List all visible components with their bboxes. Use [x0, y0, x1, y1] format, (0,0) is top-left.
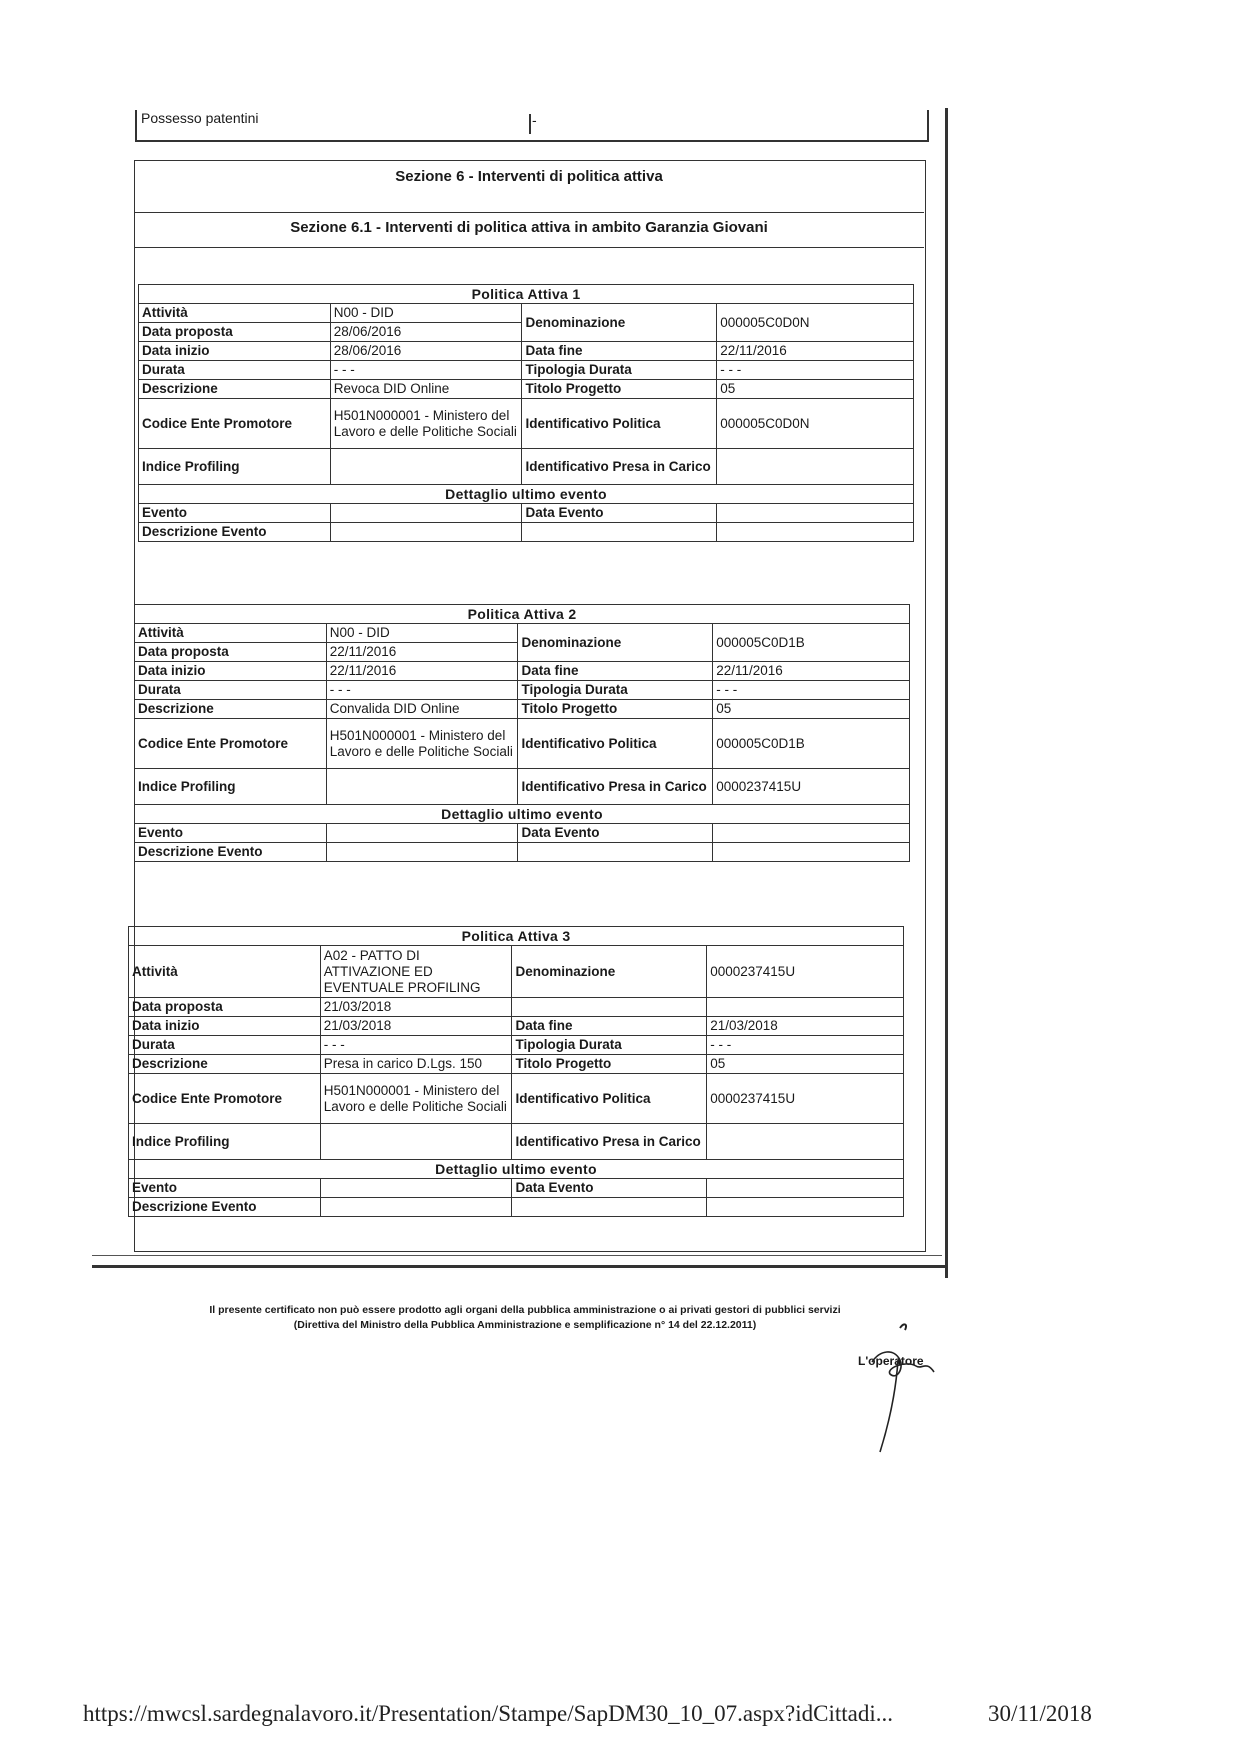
- value-titolo-progetto: 05: [717, 380, 914, 399]
- value-descrizione-evento: [320, 1198, 512, 1217]
- value-descrizione: Revoca DID Online: [330, 380, 522, 399]
- disclaimer-line-2: (Direttiva del Ministro della Pubblica Amministrazione e semplificazione n° 14 del 22.12.2011): [293, 1319, 757, 1331]
- dettaglio-ultimo-evento-title: Dettaglio ultimo evento: [129, 1160, 904, 1179]
- value-data-fine: 22/11/2016: [717, 342, 914, 361]
- value-data-evento: [717, 504, 914, 523]
- value-evento: [320, 1179, 512, 1198]
- dettaglio-ultimo-evento-title: Dettaglio ultimo evento: [139, 485, 914, 504]
- label-descrizione: Descrizione: [139, 380, 331, 399]
- value-data-proposta: 22/11/2016: [326, 643, 518, 662]
- value-identificativo-presa: 0000237415U: [713, 769, 910, 805]
- value-titolo-progetto: 05: [713, 700, 910, 719]
- value-data-proposta: 28/06/2016: [330, 323, 522, 342]
- print-url: https://mwcsl.sardegnalavoro.it/Presentation/Stampe/SapDM30_10_07.aspx?idCittadi...: [83, 1701, 894, 1726]
- value-descrizione: Presa in carico D.Lgs. 150: [320, 1055, 512, 1074]
- value-attivita: N00 - DID: [330, 304, 522, 323]
- label-tipologia-durata: Tipologia Durata: [518, 681, 713, 700]
- label-durata: Durata: [139, 361, 331, 380]
- politica-attiva-table-3: [128, 926, 904, 1217]
- label-indice-profiling: Indice Profiling: [129, 1124, 321, 1160]
- label-identificativo-presa: Identificativo Presa in Carico: [518, 769, 713, 805]
- value-descrizione-evento: [330, 523, 522, 542]
- value-identificativo-presa: [717, 449, 914, 485]
- value-data-evento: [707, 1179, 904, 1198]
- value-data-evento: [713, 824, 910, 843]
- label-data-fine: Data fine: [518, 662, 713, 681]
- politica-title: Politica Attiva 3: [129, 927, 904, 946]
- disclaimer-line-1: Il presente certificato non può essere prodotto agli organi della pubblica amministrazione o ai privati gestori di pubblici servizi: [209, 1304, 841, 1316]
- page-frame-bottom-inner: [92, 1255, 942, 1256]
- value-attivita: A02 - PATTO DI ATTIVAZIONE ED EVENTUALE PROFILING: [320, 946, 512, 998]
- value-data-proposta: 21/03/2018: [320, 998, 512, 1017]
- value-identificativo-politica: 0000237415U: [707, 1074, 904, 1124]
- label-identificativo-politica: Identificativo Politica: [518, 719, 713, 769]
- row-separator: [529, 114, 531, 134]
- label-tipologia-durata: Tipologia Durata: [522, 361, 717, 380]
- label-denominazione: Denominazione: [512, 946, 707, 998]
- label-descrizione: Descrizione: [135, 700, 327, 719]
- possesso-patentini-row: [135, 110, 929, 142]
- value-indice-profiling: [330, 449, 522, 485]
- value-durata: - - -: [326, 681, 518, 700]
- page-frame-right: [945, 108, 948, 1278]
- label-durata: Durata: [135, 681, 327, 700]
- label-data-fine: Data fine: [512, 1017, 707, 1036]
- label-data-proposta: Data proposta: [129, 998, 321, 1017]
- label-codice-ente: Codice Ente Promotore: [135, 719, 327, 769]
- label-codice-ente: Codice Ente Promotore: [139, 399, 331, 449]
- value-codice-ente: H501N000001 - Ministero del Lavoro e delle Politiche Sociali: [320, 1074, 512, 1124]
- label-evento: Evento: [129, 1179, 321, 1198]
- politica-attiva-table-1: [138, 284, 914, 542]
- label-identificativo-presa: Identificativo Presa in Carico: [512, 1124, 707, 1160]
- label-data-inizio: Data inizio: [135, 662, 327, 681]
- value-descrizione-evento: [326, 843, 518, 862]
- label-codice-ente: Codice Ente Promotore: [129, 1074, 321, 1124]
- label-data-evento: Data Evento: [512, 1179, 707, 1198]
- value-denominazione: 000005C0D0N: [717, 304, 914, 342]
- possesso-patentini-value: -: [532, 112, 537, 128]
- value-evento: [330, 504, 522, 523]
- value-indice-profiling: [320, 1124, 512, 1160]
- value-tipologia-durata: - - -: [707, 1036, 904, 1055]
- label-identificativo-politica: Identificativo Politica: [512, 1074, 707, 1124]
- page-frame-bottom: [92, 1265, 948, 1268]
- label-identificativo-politica: Identificativo Politica: [522, 399, 717, 449]
- value-tipologia-durata: - - -: [717, 361, 914, 380]
- section6-1-title: Sezione 6.1 - Interventi di politica attiva in ambito Garanzia Giovani: [290, 219, 768, 236]
- label-descrizione-evento: Descrizione Evento: [139, 523, 331, 542]
- label-data-proposta: Data proposta: [139, 323, 331, 342]
- value-codice-ente: H501N000001 - Ministero del Lavoro e delle Politiche Sociali: [330, 399, 522, 449]
- label-attivita: Attività: [139, 304, 331, 323]
- value-indice-profiling: [326, 769, 518, 805]
- certificate-disclaimer: [95, 1303, 955, 1333]
- label-titolo-progetto: Titolo Progetto: [518, 700, 713, 719]
- label-descrizione-evento: Descrizione Evento: [135, 843, 327, 862]
- value-denominazione: 000005C0D1B: [713, 624, 910, 662]
- label-evento: Evento: [135, 824, 327, 843]
- value-durata: - - -: [330, 361, 522, 380]
- possesso-patentini-label: Possesso patentini: [141, 110, 259, 126]
- label-data-evento: Data Evento: [522, 504, 717, 523]
- value-attivita: N00 - DID: [326, 624, 518, 643]
- label-data-fine: Data fine: [522, 342, 717, 361]
- label-indice-profiling: Indice Profiling: [135, 769, 327, 805]
- section6-title: Sezione 6 - Interventi di politica attiva: [395, 168, 663, 185]
- value-identificativo-politica: 000005C0D0N: [717, 399, 914, 449]
- label-descrizione-evento: Descrizione Evento: [129, 1198, 321, 1217]
- value-data-inizio: 28/06/2016: [330, 342, 522, 361]
- value-data-inizio: 22/11/2016: [326, 662, 518, 681]
- label-evento: Evento: [139, 504, 331, 523]
- label-data-inizio: Data inizio: [129, 1017, 321, 1036]
- value-identificativo-politica: 000005C0D1B: [713, 719, 910, 769]
- value-data-inizio: 21/03/2018: [320, 1017, 512, 1036]
- label-data-inizio: Data inizio: [139, 342, 331, 361]
- label-tipologia-durata: Tipologia Durata: [512, 1036, 707, 1055]
- value-data-fine: 21/03/2018: [707, 1017, 904, 1036]
- politica-attiva-table-2: [134, 604, 910, 862]
- operator-label: L'operatore: [858, 1354, 924, 1368]
- print-date: 30/11/2018: [988, 1701, 1092, 1726]
- value-tipologia-durata: - - -: [713, 681, 910, 700]
- label-indice-profiling: Indice Profiling: [139, 449, 331, 485]
- value-evento: [326, 824, 518, 843]
- value-codice-ente: H501N000001 - Ministero del Lavoro e delle Politiche Sociali: [326, 719, 518, 769]
- label-descrizione: Descrizione: [129, 1055, 321, 1074]
- label-denominazione: Denominazione: [522, 304, 717, 342]
- value-data-fine: 22/11/2016: [713, 662, 910, 681]
- politica-title: Politica Attiva 1: [139, 285, 914, 304]
- value-durata: - - -: [320, 1036, 512, 1055]
- label-data-evento: Data Evento: [518, 824, 713, 843]
- label-data-proposta: Data proposta: [135, 643, 327, 662]
- label-attivita: Attività: [135, 624, 327, 643]
- label-titolo-progetto: Titolo Progetto: [512, 1055, 707, 1074]
- politica-title: Politica Attiva 2: [135, 605, 910, 624]
- label-durata: Durata: [129, 1036, 321, 1055]
- value-denominazione: 0000237415U: [707, 946, 904, 998]
- value-identificativo-presa: [707, 1124, 904, 1160]
- value-descrizione: Convalida DID Online: [326, 700, 518, 719]
- label-attivita: Attività: [129, 946, 321, 998]
- label-identificativo-presa: Identificativo Presa in Carico: [522, 449, 717, 485]
- label-titolo-progetto: Titolo Progetto: [522, 380, 717, 399]
- operator-signature: [860, 1320, 960, 1460]
- label-denominazione: Denominazione: [518, 624, 713, 662]
- dettaglio-ultimo-evento-title: Dettaglio ultimo evento: [135, 805, 910, 824]
- value-titolo-progetto: 05: [707, 1055, 904, 1074]
